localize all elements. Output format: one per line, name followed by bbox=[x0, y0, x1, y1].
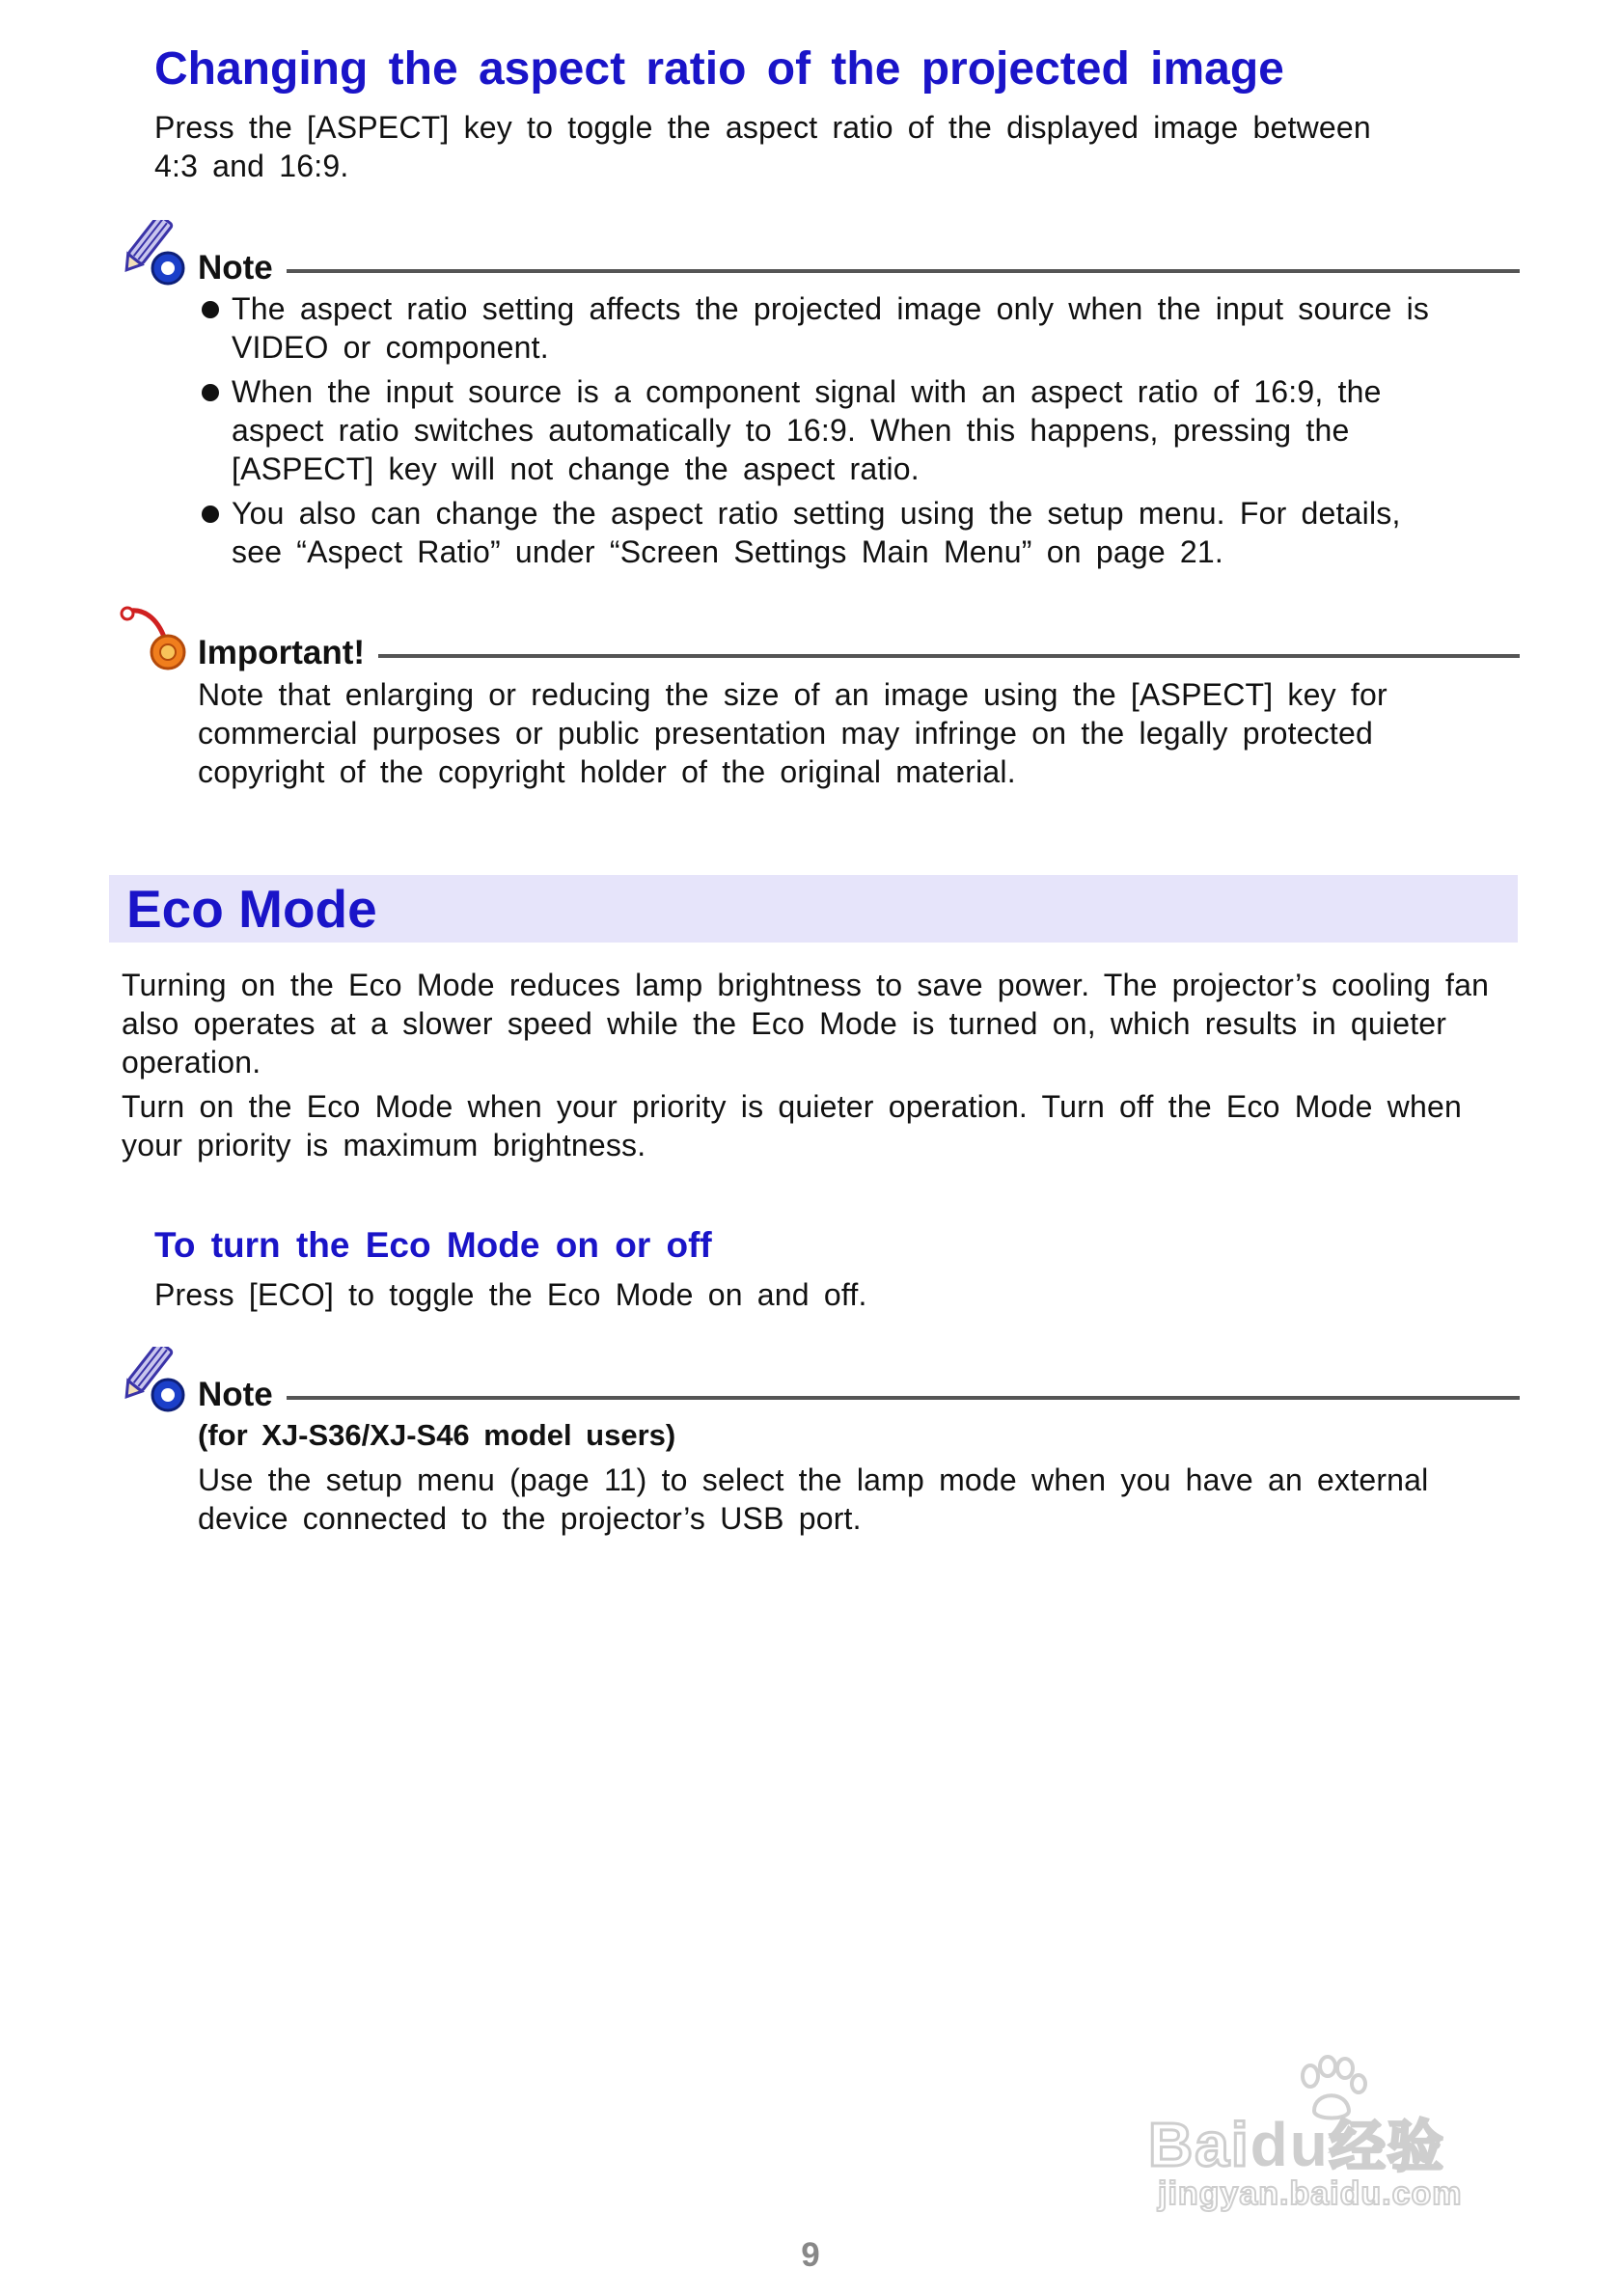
eco-subtext: Press [ECO] to toggle the Eco Mode on and off. bbox=[154, 1277, 867, 1312]
bullet-icon bbox=[202, 301, 219, 318]
eco-subtitle: To turn the Eco Mode on or off bbox=[154, 1225, 712, 1265]
important-label: Important! bbox=[198, 634, 366, 671]
eco-paragraph-2: Turn on the Eco Mode when your priority is quieter operation. Turn off the Eco Mode when your priority is maximum brightness. bbox=[122, 1089, 1462, 1162]
pencil-note-icon bbox=[118, 220, 189, 289]
note-rule bbox=[287, 269, 1520, 273]
note-label: Note bbox=[198, 249, 273, 287]
note-header bbox=[198, 249, 1520, 287]
watermark-url: jingyan.baidu.com bbox=[1158, 2175, 1463, 2212]
important-rule bbox=[378, 654, 1520, 658]
section-title: Changing the aspect ratio of the projected image bbox=[154, 43, 1284, 95]
note-subheading: (for XJ-S36/XJ-S46 model users) bbox=[198, 1418, 676, 1452]
important-text: Note that enlarging or reducing the size of an image using the [ASPECT] key for commercial purposes or public presentation may infringe on the legally protected copyright of the copyright holder of the original material. bbox=[198, 677, 1387, 789]
note-header bbox=[198, 1376, 1520, 1414]
list-item: The aspect ratio setting affects the projected image only when the input source is VIDEO or component. bbox=[198, 289, 1442, 367]
section-intro: Press the [ASPECT] key to toggle the aspect ratio of the displayed image between 4:3 and 16:9. bbox=[154, 110, 1371, 183]
list-item: You also can change the aspect ratio setting using the setup menu. For details, see “Aspect Ratio” under “Screen Settings Main Menu” on page 21. bbox=[198, 494, 1442, 571]
important-pin-icon bbox=[118, 604, 189, 673]
baidu-watermark bbox=[1148, 2055, 1534, 2219]
bullet-icon bbox=[202, 384, 219, 401]
list-item: When the input source is a component signal with an aspect ratio of 16:9, the aspect ratio switches automatically to 16:9. When this happens, pressing the [ASPECT] key will not change the aspect ratio. bbox=[198, 372, 1442, 488]
important-header bbox=[198, 634, 1520, 672]
eco-mode-title: Eco Mode bbox=[126, 879, 377, 939]
page-number: 9 bbox=[801, 2236, 820, 2274]
pencil-note-icon bbox=[118, 1347, 189, 1416]
note-bullet-list bbox=[198, 289, 1442, 577]
bullet-icon bbox=[202, 506, 219, 523]
eco-paragraph-1: Turning on the Eco Mode reduces lamp brightness to save power. The projector’s cooling fan also operates at a slower speed while the Eco Mode is turned on, which results in quieter operation. bbox=[122, 968, 1490, 1080]
baidu-logo-text: Baidu经验 bbox=[1148, 2110, 1445, 2179]
note-text: Use the setup menu (page 11) to select the lamp mode when you have an external device connected to the projector’s USB port. bbox=[198, 1462, 1429, 1536]
note-rule bbox=[287, 1396, 1520, 1400]
note-label: Note bbox=[198, 1376, 273, 1413]
eco-mode-heading-band bbox=[109, 875, 1518, 943]
